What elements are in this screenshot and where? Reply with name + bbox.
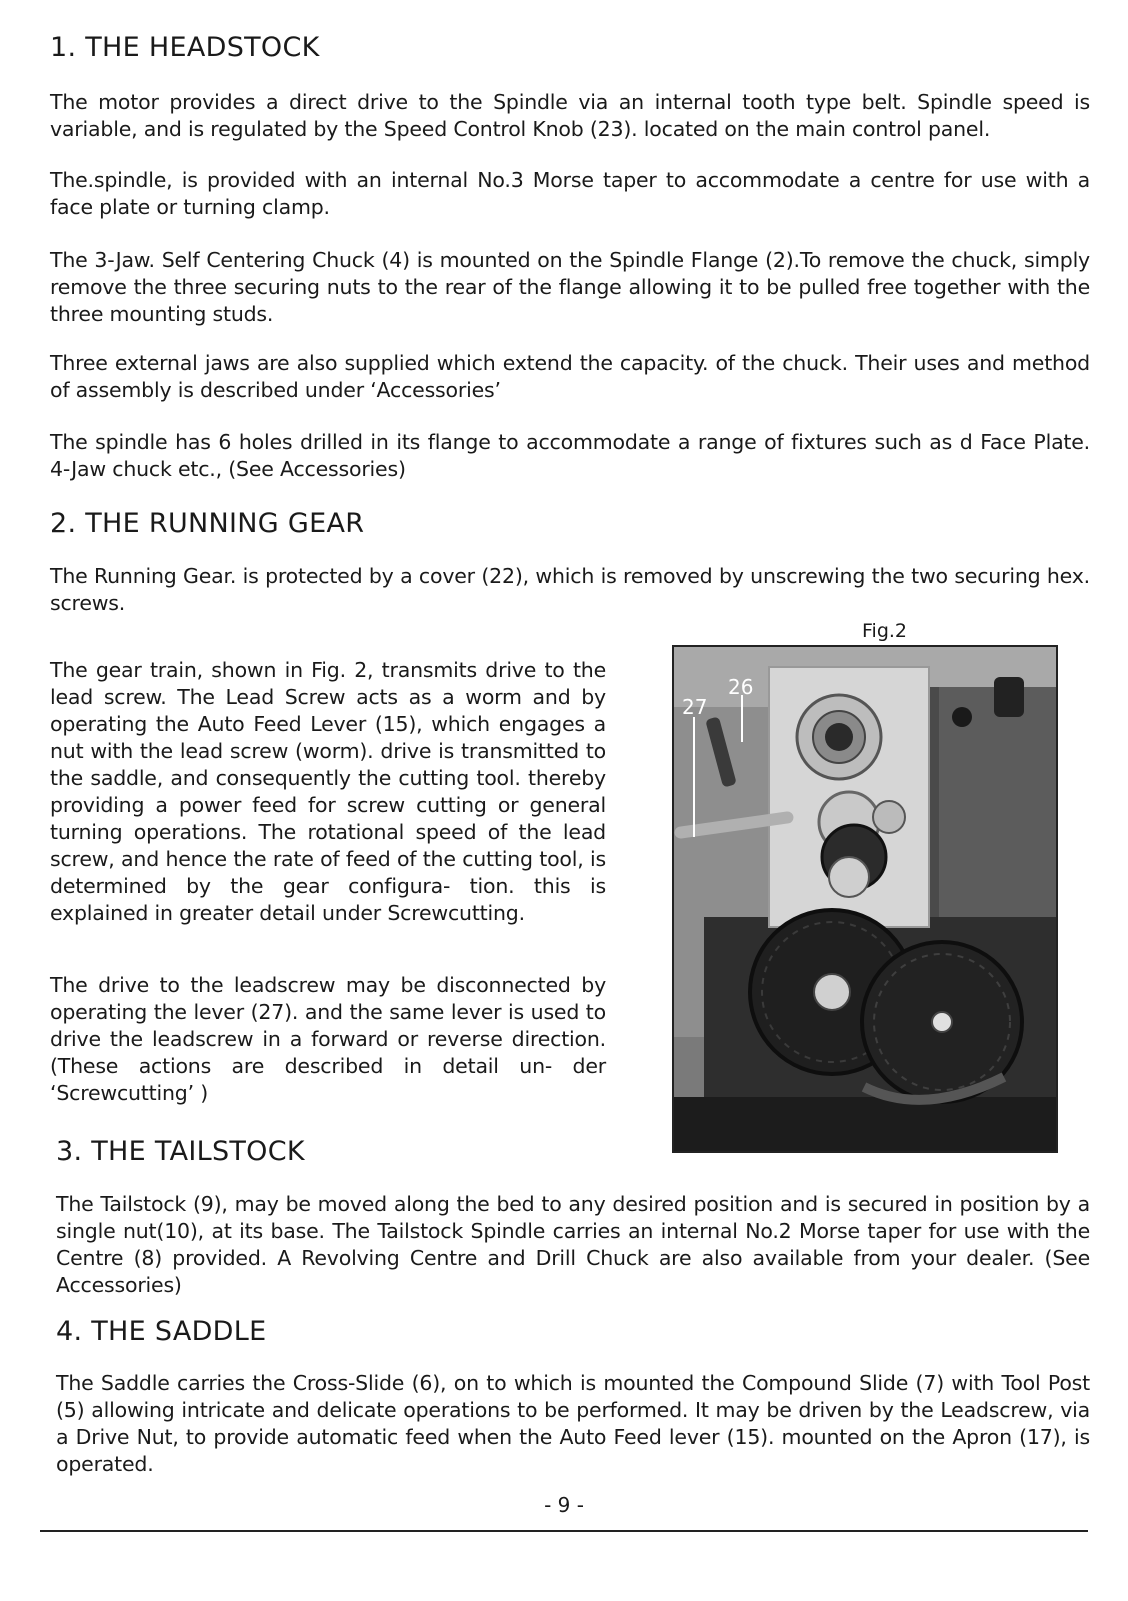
paragraph-running-gear-1: The Running Gear. is protected by a cover (22), which is removed by unscrewing the two securing hex. screws.: [50, 564, 1090, 615]
callout-27: 27: [682, 695, 708, 719]
paragraph-tailstock-1: The Tailstock (9), may be moved along the bed to any desired position and is secured in position by a single nut(10), at its base. The Tailstock Spindle carries an internal No.2 Morse taper for use with the Centre (8) provided. A Revolving Centre and Drill Chuck are also available from your dealer. (See Accessories): [56, 1192, 1090, 1297]
section-heading-saddle: 4. THE SADDLE: [56, 1316, 267, 1347]
gear-train-photo: [672, 645, 1058, 1153]
section-heading-headstock: 1. THE HEADSTOCK: [50, 32, 320, 63]
paragraph-running-gear-3: The drive to the leadscrew may be disconnected by operating the lever (27). and the same lever is used to drive the leadscrew in a forward or reverse direction. (These actions are described in detail un- der ‘Screwcutting’ ): [50, 973, 606, 1105]
paragraph-saddle-1: The Saddle carries the Cross-Slide (6), on to which is mounted the Compound Slide (7) with Tool Post (5) allowing intricate and delicate operations to be performed. It may be driven by the Leadscrew, via a Drive Nut, to provide automatic feed when the Auto Feed lever (15). mounted on the Apron (17), is operated.: [56, 1371, 1090, 1476]
page-number: - 9 -: [544, 1493, 584, 1517]
paragraph-headstock-2: The.spindle, is provided with an internal No.3 Morse taper to accommodate a centre for use with a face plate or turning clamp.: [50, 168, 1090, 219]
section-heading-running-gear: 2. THE RUNNING GEAR: [50, 508, 365, 539]
paragraph-headstock-5: The spindle has 6 holes drilled in its flange to accommodate a range of fixtures such as d Face Plate. 4-Jaw chuck etc., (See Accessories): [50, 430, 1090, 481]
paragraph-headstock-1: The motor provides a direct drive to the Spindle via an internal tooth type belt. Spindle speed is variable, and is regulated by the Speed Control Knob (23). located on the main control panel.: [50, 90, 1090, 141]
figure-caption: Fig.2: [862, 620, 908, 642]
footer-rule: [40, 1530, 1088, 1532]
section-heading-tailstock: 3. THE TAILSTOCK: [56, 1136, 305, 1167]
callout-26: 26: [728, 675, 754, 699]
paragraph-running-gear-2: The gear train, shown in Fig. 2, transmits drive to the lead screw. The Lead Screw acts as a worm and by operating the Auto Feed Lever (15), which engages a nut with the lead screw (worm). drive is transmitted to the saddle, and consequently the cutting tool. thereby providing a power feed for screw cutting or general turning operations. The rotational speed of the lead screw, and hence the rate of feed of the cutting tool, is determined by the gear configura- tion. this is explained in greater detail under Screwcutting.: [50, 658, 606, 925]
paragraph-headstock-4: Three external jaws are also supplied which extend the capacity. of the chuck. Their uses and method of assembly is described under ‘Accessories’: [50, 351, 1090, 402]
paragraph-headstock-3: The 3-Jaw. Self Centering Chuck (4) is mounted on the Spindle Flange (2).To remove the chuck, simply remove the three securing nuts to the rear of the flange allowing it to be pulled free together with the three mounting studs.: [50, 248, 1090, 326]
